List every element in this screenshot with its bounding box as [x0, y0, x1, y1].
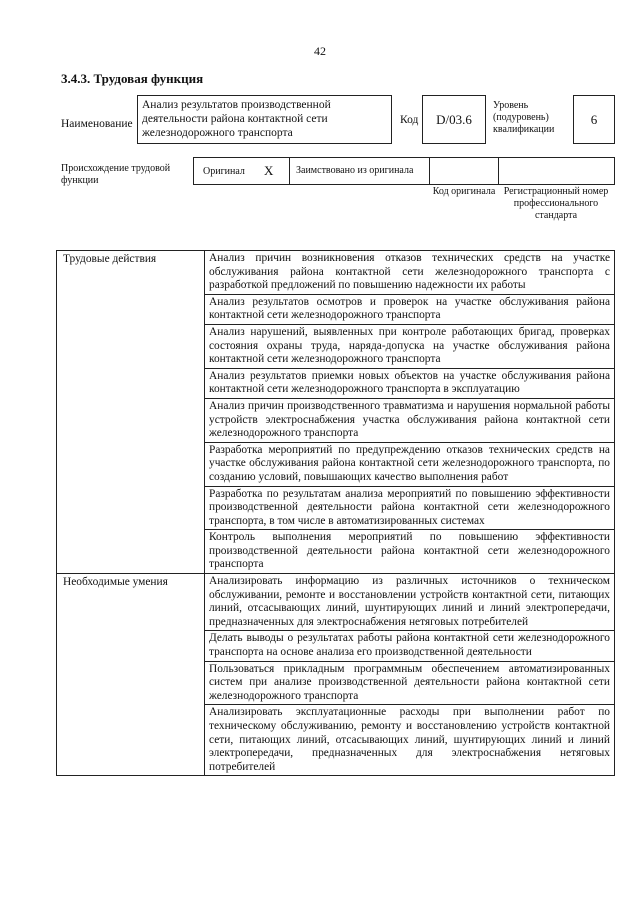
- name-value: Анализ результатов производственной деятельности района контактной сети железнодорожного транспорта: [142, 99, 331, 139]
- table-cell: Делать выводы о результатах работы района контактной сети железнодорожного транспорта на основе анализа его производственной деятельности: [205, 631, 615, 661]
- original-label: Оригинал: [203, 166, 245, 177]
- page-number: 42: [314, 44, 326, 58]
- code-label: Код: [400, 114, 419, 126]
- table-cell: Разработка мероприятий по предупреждению отказов технических средств на участке обслуживания района контактной сети железнодорожного транспорта, по созданию условий, повышающих качество выполнения работ: [205, 442, 615, 486]
- reg-num-label: Регистрационный номер профессионального стандарта: [503, 186, 609, 221]
- code-orig-box: [429, 157, 499, 185]
- section-title: 3.4.3. Трудовая функция: [61, 71, 204, 86]
- table-cell: Анализ причин производственного травматизма и нарушения нормальной работы устройств электроснабжения участка обслуживания района контактной сети железнодорожного транспорта: [205, 398, 615, 442]
- table-cell: Анализировать информацию из различных источников о техническом обслуживании, ремонте и восстановлении устройств контактной сети, питающих линий, отсасывающих линий, шунтирующих линий и линий электропередачи, предназначенных для электроснабжения нетяговых потребителей: [205, 574, 615, 631]
- name-value-box: [137, 95, 392, 144]
- origin-label: Происхождение трудовой функции: [61, 163, 171, 186]
- original-mark: X: [264, 163, 274, 178]
- table-cell: Анализ причин возникновения отказов технических средств на участке обслуживания района контактной сети железнодорожного транспорта с разработкой предложений по повышению надежности их работы: [205, 251, 615, 295]
- section-label: Трудовые действия: [57, 251, 205, 574]
- reg-num-box: [498, 157, 615, 185]
- borrowed-box: [289, 157, 430, 185]
- section-label: Необходимые умения: [57, 574, 205, 776]
- table-cell: Анализ результатов приемки новых объектов на участке обслуживания района контактной сети железнодорожного транспорта в эксплуатацию: [205, 368, 615, 398]
- code-value: D/03.6: [436, 111, 472, 127]
- borrowed-label: Заимствовано из оригинала: [296, 165, 414, 176]
- table-cell: Анализ нарушений, выявленных при контроле работающих бригад, проверках состояния охраны труда, наряда-допуска на участке обслуживания района контактной сети железнодорожного транспорта: [205, 324, 615, 368]
- level-value: 6: [590, 111, 598, 127]
- name-label: Наименование: [61, 118, 133, 130]
- original-box: [193, 157, 290, 185]
- labor-function-table: [56, 250, 615, 776]
- table-cell: Анализировать эксплуатационные расходы при выполнении работ по техническому обслуживанию, ремонту и восстановлению устройств контактной сети, питающих линий, отсасывающих линий, шунтирующих линий и линий электропередачи, предназначенных для электроснабжения нетяговых потребителей: [205, 705, 615, 776]
- table-cell: Пользоваться прикладным программным обеспечением автоматизированных систем при анализе производственной деятельности района контактной сети железнодорожного транспорта: [205, 661, 615, 705]
- code-value-box: [422, 95, 486, 144]
- table-row: [57, 251, 615, 295]
- table-cell: Разработка по результатам анализа мероприятий по повышению эффективности производственной деятельности района контактной сети железнодорожного транспорта, в том числе в автоматизированных системах: [205, 486, 615, 530]
- table-cell: Контроль выполнения мероприятий по повышению эффективности производственной деятельности района контактной сети железнодорожного транспорта: [205, 530, 615, 574]
- code-orig-label: Код оригинала: [432, 186, 496, 197]
- table-row: [57, 574, 615, 631]
- table-cell: Анализ результатов осмотров и проверок на участке обслуживания района контактной сети железнодорожного транспорта: [205, 294, 615, 324]
- level-label: Уровень (подуровень) квалификации: [493, 100, 555, 135]
- level-value-box: [573, 95, 615, 144]
